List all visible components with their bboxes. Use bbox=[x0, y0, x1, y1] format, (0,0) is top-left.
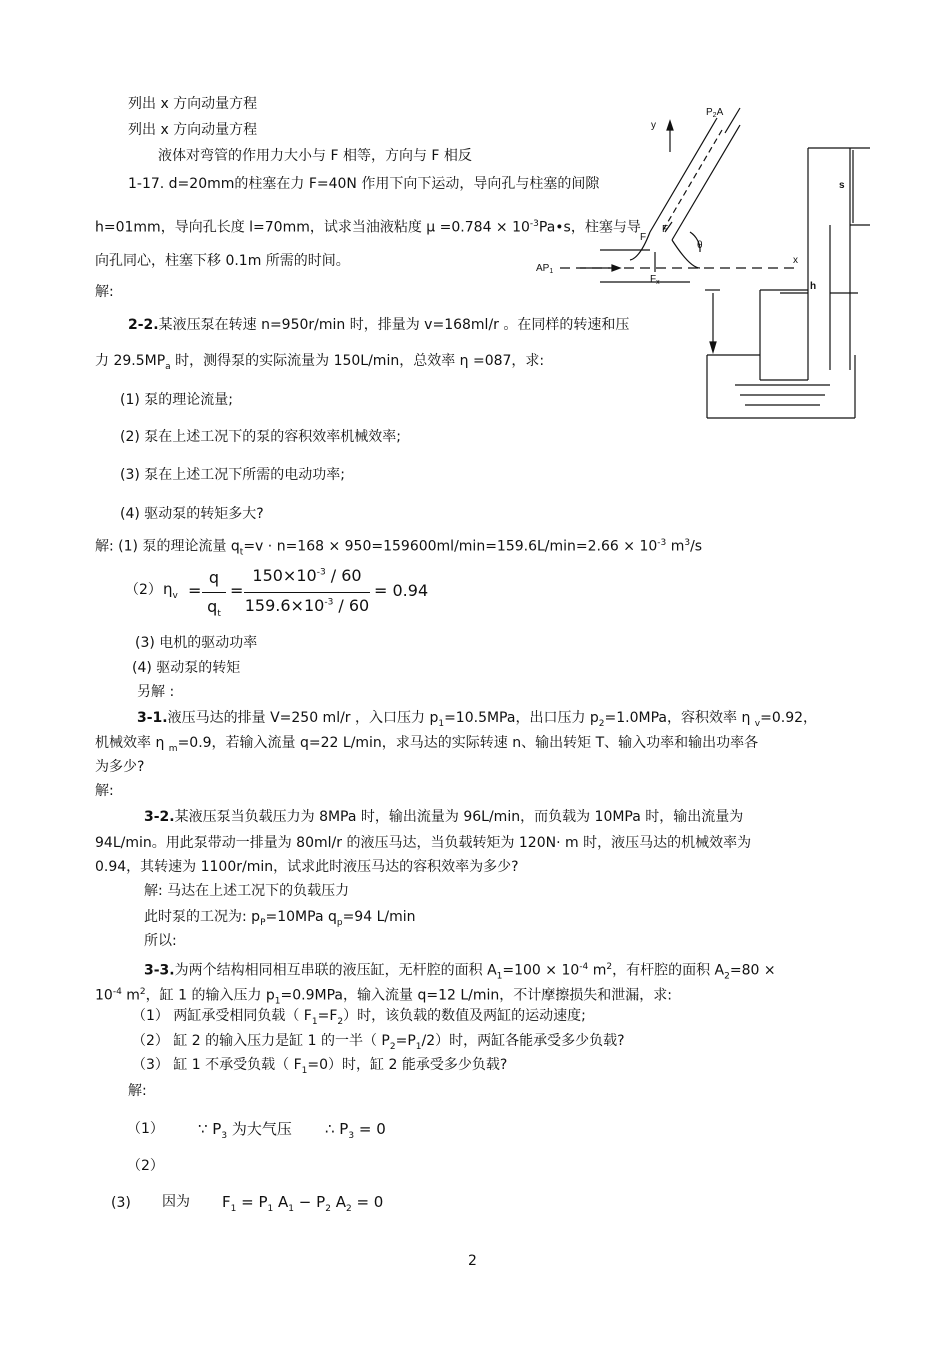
problem-3-1-line2: 机械效率 η $_m$=0.9，若输入流量 q=22 L/min，求马达的实际转速 n、输出转矩 T、输入功率和输出功率各 bbox=[95, 735, 759, 754]
problem-3-1-line1: 3-1.液压马达的排量 V=250 ml/r ，入口压力 $p_1=10.5MPa$，出口压力 $p_2=1.0MPa$，容积效率 η $_v$=0.92， bbox=[137, 710, 818, 729]
label-f: F bbox=[640, 232, 647, 243]
question-item: (3) 泵在上述工况下所需的电动功率; bbox=[120, 467, 345, 483]
problem-1-17-line1: 1-17. d=20mm的柱塞在力 F=40N 作用下向下运动，导向孔与柱塞的间隙 bbox=[128, 176, 600, 192]
fraction-denominator: $159.6\times 10^{-3} / 60$ bbox=[244, 596, 370, 615]
result-equation: ∵ $P_3$ 为大气压 bbox=[198, 1120, 292, 1141]
solution-line: 解: 马达在上述工况下的负载压力 bbox=[144, 883, 350, 899]
solution-label: 解: bbox=[95, 284, 114, 300]
label-s: s bbox=[839, 180, 845, 191]
problem-1-17-line2: h=01mm，导向孔长度 l=70mm，试求当油液粘度 $\mu =0.784 \times 10^{-3}Pa•s$，柱塞与导 bbox=[95, 219, 641, 236]
label-fx: $F_x$ bbox=[650, 274, 660, 286]
problem-3-2-line3: 0.94，其转速为 1100r/min，试求此时液压马达的容积效率为多少? bbox=[95, 859, 519, 875]
result-equation: ∴ $P_3 = 0$ bbox=[325, 1120, 386, 1141]
question-item: (2) 泵在上述工况下的泵的容积效率机械效率; bbox=[120, 429, 401, 445]
fraction-denominator: $q_t$ bbox=[207, 597, 221, 620]
bent-pipe-and-plunger-figure bbox=[530, 95, 870, 425]
answer-item: (4) 驱动泵的转矩 bbox=[132, 660, 241, 676]
solution-line: 所以: bbox=[144, 933, 177, 949]
label-theta: θ bbox=[697, 240, 703, 251]
solution-label: 解: bbox=[95, 783, 114, 799]
fraction-bar bbox=[244, 592, 370, 593]
problem-3-2-line2: 94L/min。用此泵带动一排量为 80ml/r 的液压马达，当负载转矩为 120N· m 时，液压马达的机械效率为 bbox=[95, 835, 752, 851]
force-equation: $F_1 = P_1$ $A_1 - P_2$ $A_2 = 0$ bbox=[222, 1193, 384, 1214]
arrow-up-icon bbox=[667, 121, 673, 130]
alternate-solution: 另解 : bbox=[137, 684, 175, 700]
problem-2-2-line1: 2-2.某液压泵在转速 n=950r/min 时，排量为 v=168ml/r 。在同样的转速和压 bbox=[128, 317, 630, 333]
question-item: (4) 驱动泵的转矩多大? bbox=[120, 506, 264, 522]
label-h: h bbox=[810, 281, 817, 292]
problem-3-1-line3: 为多少? bbox=[95, 759, 145, 775]
pipe-centerline bbox=[662, 130, 722, 232]
problem-1-17-line3: 向孔同心，柱塞下移 0.1m 所需的时间。 bbox=[95, 253, 350, 269]
eta-symbol: $\eta_v$ bbox=[163, 580, 178, 601]
problem-3-3-line1: 3-3.为两个结构相同相互串联的液压缸，无杆腔的面积 $A_1=100 \times 10^{-4}$ $m^2$，有杆腔的面积 $A_2=80$ × bbox=[144, 962, 776, 982]
text-line: 液体对弯管的作用力大小与 F 相等，方向与 F 相反 bbox=[158, 148, 472, 164]
arrow-down-icon bbox=[710, 342, 716, 352]
pipe-bend bbox=[672, 240, 700, 268]
text-line: 列出 x 方向动量方程 bbox=[128, 122, 258, 138]
label-f: F bbox=[662, 224, 669, 235]
sub-question: （3） 缸 1 不承受负载（ $F_1=0$）时，缸 2 能承受多少负载? bbox=[132, 1057, 508, 1076]
arrow-right-icon bbox=[612, 265, 620, 271]
equals-sign: = bbox=[230, 581, 244, 600]
solution-line: 此时泵的工况为: $p_P=10MPa$ $q_p=94$ L/min bbox=[144, 909, 416, 928]
sub-question: （1） 两缸承受相同负载（ $F_1=F_2$）时，该负载的数值及两缸的运动速度; bbox=[132, 1008, 586, 1027]
sub-question: （2） 缸 2 的输入压力是缸 1 的一半（ $P_2=P_1/2$）时，两缸各能承受多少负载? bbox=[132, 1033, 625, 1052]
result-label: （1） bbox=[127, 1121, 164, 1137]
page-number: 2 bbox=[468, 1253, 477, 1269]
text-line: 列出 x 方向动量方程 bbox=[128, 96, 258, 112]
result: = 0.94 bbox=[374, 581, 429, 600]
fraction-numerator: $150\times 10^{-3} / 60$ bbox=[252, 566, 362, 585]
solution-label: 解: bbox=[128, 1083, 147, 1099]
problem-3-2-line1: 3-2.某液压泵当负载压力为 8MPa 时，输出流量为 96L/min，而负载为 10MPa 时，输出流量为 bbox=[144, 809, 744, 825]
result-label: (3) bbox=[111, 1195, 131, 1211]
fraction-numerator: q bbox=[208, 568, 220, 587]
label-y: y bbox=[651, 120, 656, 131]
problem-2-2-line2: 力 $29.5MP_a$ 时，测得泵的实际流量为 150L/min，总效率 η =087，求: bbox=[95, 353, 545, 372]
answer-item: (3) 电机的驱动功率 bbox=[135, 635, 258, 651]
pipe-wall bbox=[650, 118, 717, 232]
question-item: (1) 泵的理论流量; bbox=[120, 392, 233, 408]
eq-label: （2） bbox=[125, 582, 162, 598]
label-p2a: $P_2A$ bbox=[706, 107, 724, 119]
label-x: x bbox=[793, 255, 798, 266]
label-ap1: $AP_1$ bbox=[536, 263, 554, 275]
pipe-wall bbox=[672, 125, 740, 240]
result-text: 因为 bbox=[162, 1194, 190, 1210]
equals-sign: = bbox=[188, 581, 202, 600]
result-label: （2） bbox=[127, 1158, 164, 1174]
fraction-bar bbox=[202, 592, 226, 593]
problem-3-3-line2: $10^{-4}$ $m^2$，缸 1 的输入压力 $p_1=0.9MPa$，输入流量 q=12 L/min，不计摩擦损失和泄漏，求: bbox=[95, 987, 672, 1007]
answer-theoretical-flow: 解: (1) 泵的理论流量 $q_t=v \cdot n=168 \times 950=159600ml/\min=159.6L/\min=2.66 \times 10^{-3}$ $m^3/s$ bbox=[95, 538, 703, 558]
